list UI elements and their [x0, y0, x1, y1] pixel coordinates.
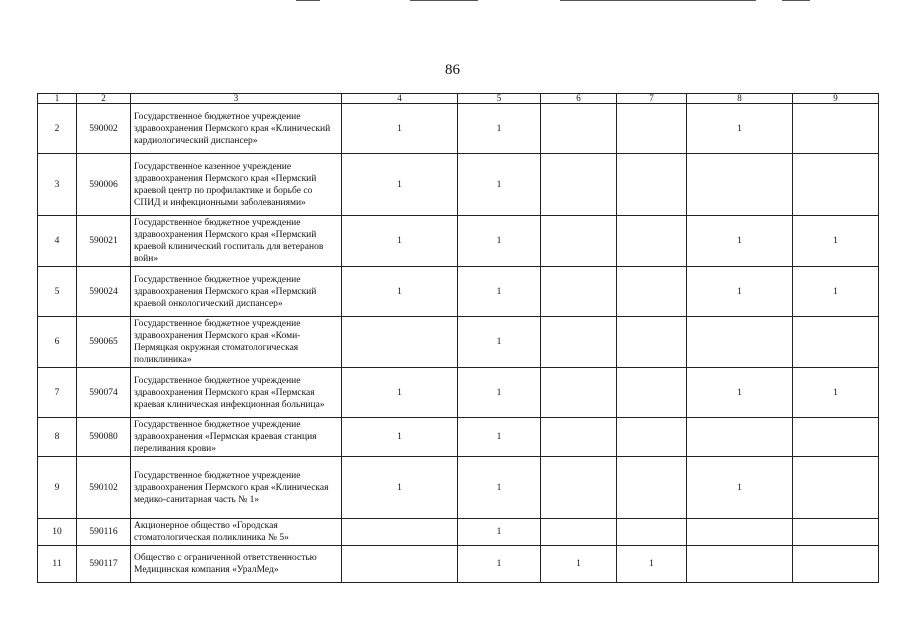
cell-c9: 1 [793, 368, 879, 418]
header-cell-9: 9 [793, 94, 879, 104]
top-rule-2 [410, 0, 478, 1]
cell-code: 590006 [77, 154, 131, 216]
top-rule-1 [296, 0, 320, 1]
cell-c5: 1 [458, 546, 541, 583]
cell-c9 [793, 317, 879, 368]
cell-c5: 1 [458, 267, 541, 317]
cell-c7 [617, 267, 687, 317]
cell-c6 [541, 457, 617, 519]
cell-name: Государственное бюджетное учреждение здравоохранения Пермского края «Коми-Пермяцкая окружная стоматологическая поликлиника» [131, 317, 342, 368]
header-cell-1: 1 [38, 94, 77, 104]
header-cell-4: 4 [342, 94, 458, 104]
top-rule-3 [560, 0, 756, 1]
header-cell-7: 7 [617, 94, 687, 104]
cell-n: 2 [38, 104, 77, 154]
cell-c4 [342, 519, 458, 546]
cell-c5: 1 [458, 317, 541, 368]
cell-c4: 1 [342, 104, 458, 154]
table-row [38, 317, 879, 368]
cell-n: 3 [38, 154, 77, 216]
table-body [38, 94, 879, 583]
cell-c8 [687, 317, 793, 368]
header-cell-3: 3 [131, 94, 342, 104]
cell-c8 [687, 519, 793, 546]
table-row [38, 457, 879, 519]
header-cell-8: 8 [687, 94, 793, 104]
cell-c4: 1 [342, 154, 458, 216]
cell-c8 [687, 546, 793, 583]
cell-name: Государственное бюджетное учреждение здравоохранения Пермского края «Пермский краевой онкологический диспансер» [131, 267, 342, 317]
cell-c8: 1 [687, 368, 793, 418]
cell-c4 [342, 317, 458, 368]
data-table [37, 93, 879, 583]
cell-name: Государственное бюджетное учреждение здравоохранения Пермского края «Пермский краевой клинический госпиталь для ветеранов войн» [131, 216, 342, 267]
cell-n: 5 [38, 267, 77, 317]
cell-c6 [541, 368, 617, 418]
cell-c6: 1 [541, 546, 617, 583]
cell-c4: 1 [342, 267, 458, 317]
cell-c7 [617, 519, 687, 546]
cell-code: 590116 [77, 519, 131, 546]
cell-c5: 1 [458, 457, 541, 519]
cell-c5: 1 [458, 216, 541, 267]
top-rule-4 [782, 0, 810, 1]
cell-name: Государственное бюджетное учреждение здравоохранения Пермского края «Клиническая медико-санитарная часть № 1» [131, 457, 342, 519]
page-number: 86 [445, 62, 460, 78]
cell-c7 [617, 104, 687, 154]
cell-c9 [793, 154, 879, 216]
cell-code: 590021 [77, 216, 131, 267]
cell-c9: 1 [793, 267, 879, 317]
table-row [38, 519, 879, 546]
cell-c5: 1 [458, 368, 541, 418]
cell-c6 [541, 104, 617, 154]
cell-c8 [687, 154, 793, 216]
cell-code: 590102 [77, 457, 131, 519]
cell-name: Акционерное общество «Городская стоматологическая поликлиника № 5» [131, 519, 342, 546]
cell-code: 590080 [77, 418, 131, 457]
cell-c7 [617, 216, 687, 267]
cell-c4: 1 [342, 457, 458, 519]
cell-c4 [342, 546, 458, 583]
cell-n: 4 [38, 216, 77, 267]
cell-c7: 1 [617, 546, 687, 583]
cell-c8: 1 [687, 267, 793, 317]
cell-c6 [541, 154, 617, 216]
cell-code: 590065 [77, 317, 131, 368]
cell-code: 590074 [77, 368, 131, 418]
cell-c7 [617, 154, 687, 216]
header-row [38, 94, 879, 104]
cell-c7 [617, 418, 687, 457]
cell-code: 590024 [77, 267, 131, 317]
cell-c4: 1 [342, 368, 458, 418]
header-cell-6: 6 [541, 94, 617, 104]
cell-name: Государственное бюджетное учреждение здравоохранения «Пермская краевая станция переливания крови» [131, 418, 342, 457]
cell-c9: 1 [793, 216, 879, 267]
cell-c4: 1 [342, 418, 458, 457]
cell-name: Государственное бюджетное учреждение здравоохранения Пермского края «Клинический кардиологический диспансер» [131, 104, 342, 154]
cell-n: 9 [38, 457, 77, 519]
table-row [38, 267, 879, 317]
cell-c4: 1 [342, 216, 458, 267]
cell-c6 [541, 216, 617, 267]
cell-code: 590117 [77, 546, 131, 583]
cell-n: 8 [38, 418, 77, 457]
table-row [38, 216, 879, 267]
cell-c5: 1 [458, 104, 541, 154]
cell-c7 [617, 317, 687, 368]
cell-c7 [617, 457, 687, 519]
cell-c6 [541, 519, 617, 546]
cell-c9 [793, 418, 879, 457]
cell-n: 10 [38, 519, 77, 546]
cell-n: 11 [38, 546, 77, 583]
cell-c5: 1 [458, 519, 541, 546]
cell-c9 [793, 519, 879, 546]
table-row [38, 418, 879, 457]
cell-c8 [687, 418, 793, 457]
cell-code: 590002 [77, 104, 131, 154]
cell-c8: 1 [687, 457, 793, 519]
table-row [38, 154, 879, 216]
cell-c9 [793, 104, 879, 154]
cell-c6 [541, 418, 617, 457]
cell-name: Государственное казенное учреждение здравоохранения Пермского края «Пермский краевой центр по профилактике и борьбе со СПИД и инфекционными заболеваниями» [131, 154, 342, 216]
table-row [38, 368, 879, 418]
header-cell-2: 2 [77, 94, 131, 104]
cell-c6 [541, 317, 617, 368]
cell-c9 [793, 546, 879, 583]
header-cell-5: 5 [458, 94, 541, 104]
cell-n: 6 [38, 317, 77, 368]
table-row [38, 546, 879, 583]
cell-n: 7 [38, 368, 77, 418]
cell-c5: 1 [458, 154, 541, 216]
cell-c8: 1 [687, 104, 793, 154]
cell-c7 [617, 368, 687, 418]
cell-name: Государственное бюджетное учреждение здравоохранения Пермского края «Пермская краевая клиническая инфекционная больница» [131, 368, 342, 418]
cell-c9 [793, 457, 879, 519]
cell-c5: 1 [458, 418, 541, 457]
cell-c8: 1 [687, 216, 793, 267]
table-row [38, 104, 879, 154]
cell-name: Общество с ограниченной ответственностью Медицинская компания «УралМед» [131, 546, 342, 583]
cell-c6 [541, 267, 617, 317]
